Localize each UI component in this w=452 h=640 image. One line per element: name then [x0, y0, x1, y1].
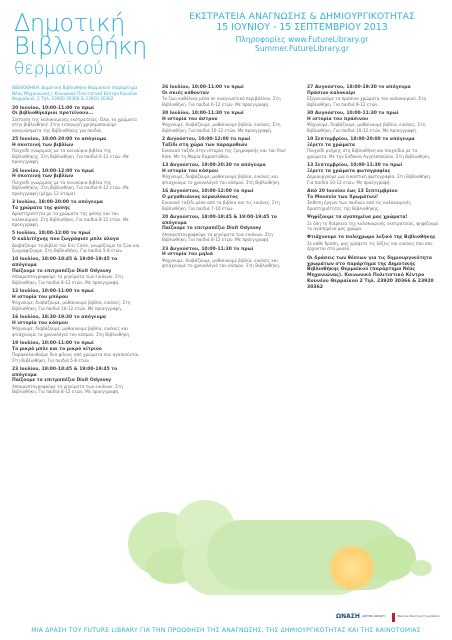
event-date: 19 Ιουλίου, 10:00-11:00 το πρωί: [12, 341, 94, 346]
event-item: [162, 111, 286, 133]
event-item: [12, 169, 140, 196]
event-item: [307, 189, 439, 211]
event-title: Παίζουμε το επιτραπέζιο Dixit Odyssey: [12, 268, 112, 274]
event-description: Εικονικό ταξίδι μέσα από τα βιβλία και τις εικόνες. Στη Βιβλιοθήκη. Για παιδιά 7-10 ετών.: [162, 200, 280, 211]
events-list-1: [12, 106, 140, 395]
event-date: 25 Ιουνίου, 18:00-20:00 το απόγευμα: [12, 137, 107, 143]
event-item: [12, 231, 140, 253]
campaign-title: ΕΚΣΤΡΑΤΕΙΑ ΑΝΑΓΝΩΣΗΣ & ΔΗΜΙΟΥΡΓΙΚΟΤΗΤΑΣ: [189, 11, 415, 22]
event-title: Τα χρώματα της φύσης: [12, 205, 70, 211]
events-list-3: [307, 85, 439, 252]
event-description: Παρακολουθούμε δυο φίλους από χρώματα που αγαπιούνται. Στη Βιβλιοθήκη. Για παιδιά 5-8 ετών.: [12, 352, 140, 363]
event-date: 13 Σεπτεμβρίου, 10:00-11:30 το πρωί: [307, 163, 403, 168]
event-title: Το Μουσείο των Χρωμάτων!: [307, 194, 379, 200]
event-item: [307, 137, 439, 159]
event-description: Σε κάθε δράση, μας γράφετε τις λέξεις και εικόνες που σας έρχονται στο μυαλό.: [307, 241, 433, 252]
logo-text: ΙΔΡΥΜΑ ΩΝΑΣΗ: [361, 613, 385, 618]
events-list-2: [162, 85, 286, 269]
event-item: [162, 247, 286, 269]
event-description: Αποκρυπτογραφούμε τα μηνύματα των εικόνων. Στη Βιβλιοθήκη. Για παιδιά 8-12 ετών. Με προεγγραφή.: [12, 274, 123, 285]
events-column-2: [162, 85, 286, 273]
event-description: Ψάχνουμε, διαβάζουμε, μαθαίνουμε βιβλία, εικόνες. Στη Βιβλιοθήκη. Για παιδιά 10-12 ετών. Με προεγγραφή.: [162, 122, 281, 133]
sun-illustration: [327, 545, 377, 591]
event-description: Δημιουργούμε μια εικαστική φωτογραφία. Στη Βιβλιοθήκη. Για παιδιά 10-12 ετών. Με προεγγραφή.: [307, 174, 432, 185]
event-item: [162, 215, 286, 243]
event-date: 30 Αυγούστου, 10:00-11:30 το πρωί: [307, 111, 399, 116]
event-description: Έκθεση έργων των παιδιών από τις καλοκαιρινές δραστηριότητες της Βιβλιοθήκης.: [307, 200, 412, 211]
event-item: [307, 85, 439, 107]
event-title: Η ιστορία του κόσμου: [162, 168, 218, 174]
event-date: 13 Αυγούστου, 19:00-20:30 το απόγευμα: [162, 163, 266, 168]
closing-note: Οι δράσεις των θέσεων για τις δημιουργικότητα χρωμάτων στο παράρτημα της Δημοτικής Βιβλιοθήκης Θερμαϊκού (παράρτημα Νέας Μηχανιώνας). Κοινωνικό Πολιτιστικό Κέντρο Κουνέου Θερμαϊκού 2 Τηλ. 23920 30366 & 23920 30362: [307, 255, 434, 290]
event-title: Οι βιβλιοθηκάριοι προτείνουν...: [12, 111, 94, 117]
event-item: [12, 289, 140, 311]
event-title: Ο καλλιτέχνης που ζωγράφισε μπλε άλογα: [12, 237, 119, 242]
logo-bar-icon: [392, 613, 395, 622]
event-item: [12, 200, 140, 227]
event-title: Η σκοτεινή των βιβλίων: [12, 142, 74, 148]
event-date: 30 Ιουλίου, 10:00-11:30 το πρωί: [162, 111, 244, 116]
campaign-dates: 15 ΙΟΥΝΙΟΥ - 15 ΣΕΠΤΕΜΒΡΙΟΥ 2013: [216, 22, 388, 33]
event-item: [162, 137, 286, 159]
events-column-1: [12, 85, 140, 399]
event-date: 5 Ιουλίου, 10:00-12:00 το πρωί: [12, 231, 91, 237]
library-info: ΒΙΒΛΙΟΘΗΚΗ: Δημοτική Βιβλιοθήκη Θερμαϊκού (παράρτημα Νέας Μηχανιώνας). Κοινωνικό Πολιτιστικό Κέντρο Κουνέου Θερμαϊκού. 2 Τηλ. 23920 30366 & 23920 30362: [12, 85, 138, 102]
event-title: Το μικρό μπλε και το μικρό κίτρινο: [12, 346, 102, 352]
event-description: Δραστηριότητα με τα χρώματα της φύσης και του καλοκαιριού. Στη Βιβλιοθήκη. Για παιδιά 8-12 ετών. Με προεγγραφή.: [12, 211, 129, 227]
events-column-3: [307, 85, 439, 291]
event-date: 27 Αυγούστου, 18:00-19:30 το απόγευμα: [307, 85, 411, 90]
event-date: 20 Ιουνίου, 10:00-11:00 το πρωί: [12, 105, 94, 111]
event-description: Αποκρυπτογραφούμε τα μηνύματα των εικόνων. Στη Βιβλιοθήκη. Για παιδιά 8-12 ετών. Με προεγγραφή.: [162, 231, 273, 243]
event-date: 23 Αυγούστου, 10:00-11:30 το πρωί: [162, 246, 254, 252]
event-title: Παίζουμε το επιτραπέζιο Dixit Odyssey: [12, 378, 112, 384]
niarchos-logo: [392, 612, 440, 622]
event-description: Ψάχνουμε, διαβάζουμε, μαθαίνουμε βιβλία, εικόνες και φτιάχνουμε το χρονολόγιό του κόσμου. Στη Βιβλιοθήκη.: [12, 326, 131, 337]
event-item: [12, 137, 140, 164]
event-title: Ξέρετε τα χρώματα: [307, 142, 355, 148]
event-item: [307, 235, 439, 251]
event-description: Σε όλη τη διάρκεια της καλοκαιρινής εκστρατείας, ψηφίζουμε το αγαπημένο μας χρώμα.: [307, 220, 439, 231]
info-link[interactable]: Πληροφορίες www.FutureLibrary.gr: [235, 35, 369, 44]
cloud-illustration: [410, 560, 432, 576]
event-item: [307, 163, 439, 185]
event-date: 26 Ιουνίου, 10:00-12:00 το πρωί: [12, 168, 94, 174]
event-date: 2 Αυγούστου, 10:00-12:00 το πρωί: [162, 137, 251, 142]
event-title: Ο μεγαθειάνιος κεραυλόκατος: [162, 194, 238, 200]
event-title: Η ιστορία του μηλιά: [162, 252, 213, 258]
event-item: [12, 315, 140, 337]
event-description: Εξερευνούμε τα πράσινα χρώματα του καλοκαιριού. Στη Βιβλιοθήκη. Για παιδιά 8-12 ετών.: [307, 96, 427, 107]
title-line-3: θερμαϊκού: [14, 59, 104, 79]
event-description: Ψάχνουμε, διαβάζουμε, μαθαίνουμε βιβλία, εικόνες. Στη Βιβλιοθήκη. Για παιδιά 10-12 ετών. Με προεγγραφή.: [307, 122, 426, 133]
event-date: 2 Ιουλίου, 18:00-20:00 το απόγευμα: [12, 200, 103, 205]
event-date: 26 Ιουλίου, 10:00-11:00 το πρωί: [162, 85, 244, 90]
logo-text: Stavros Niarchos Foundation: [397, 614, 440, 619]
onassis-logo: [336, 612, 386, 621]
event-title: Η σκοτεινή των βιβλίων: [12, 174, 74, 180]
title-line-1: Δημοτική: [14, 9, 125, 37]
event-date: 20 Αυγούστου, 18:00-18:45 & 19:00-19:45 το απόγευμα: [162, 215, 277, 226]
event-description: Διαβάζουμε το βιβλίο του Eric Carle, γνωρίζουμε τα ζώα και ζωγραφίζουμε. Στη Βιβλιοθήκη. Για παιδιά 5-8 ετών.: [12, 242, 140, 253]
event-title: Παίζουμε το επιτραπέζιο Dixit Odyssey: [162, 226, 262, 232]
event-date: 16 Αυγούστου, 10:00-12:00 το πρωί: [162, 189, 254, 194]
event-date: 10 Σεπτεμβρίου, 18:00-20:00 το απόγευμα: [307, 137, 415, 142]
event-item: [307, 215, 439, 231]
event-description: Αποκρυπτογραφούμε τα μηνύματα των εικόνων. Στη Βιβλιοθήκη. Για παιδιά 8-12 ετών. Με προεγγραφή.: [12, 383, 123, 395]
event-title: Φτιάχνουμε το πολύχρωμο λεξικό της Βιβλιοθήκης: [307, 235, 436, 241]
event-title: Ψηφίζουμε τα αγαπημένα μας χρώματα!: [307, 215, 408, 220]
event-description: Ψάχνουμε, διαβάζουμε, μαθαίνουμε βιβλία, εικόνες και φτιάχνουμε το χρονολόγιό του κόσμου. Στη Βιβλιοθήκη.: [162, 174, 281, 185]
title-line-2: Βιβλιοθήκη: [14, 32, 147, 60]
event-title: Ξέρετε τα χρώματα φωτογραφίας: [307, 168, 391, 174]
event-item: [12, 341, 140, 363]
event-date: 23 Ιουλίου, 18:00-18:45 & 19:00-19:45 το απόγευμα: [12, 367, 118, 378]
event-description: Το ζωο καθόλικα μέσα σε αναγνωστικό περιβάλλον. Στη Βιβλιοθήκη. Για παιδιά 6-12 ετών. Με προεγγραφή.: [162, 96, 281, 107]
event-description: Παιχνίδι γνωριμίας με τα καινούρια βιβλία της Βιβλιοθήκης. Στη Βιβλιοθήκη. Για παιδιά 6-12 ετών. Με προεγγραφή.: [12, 148, 130, 165]
event-title: Η ιστορία του μπόρου: [12, 294, 69, 300]
campaign-header: [172, 11, 432, 53]
event-title: Η ιστορία του άστρου: [162, 116, 218, 122]
library-title: [14, 9, 164, 80]
event-title: Πράσινο καλοκαίρι: [307, 90, 356, 96]
event-description: Ψάχνουμε, διαβάζουμε, μαθαίνουμε βιβλία, εικόνες και φτιάχνουμε το χρονολόγιό του κόσμου. Στη Βιβλιοθήκη.: [162, 257, 281, 269]
event-description: Σύσταση της καλοκαιρινής εκστρατείας. Όλοι τα χρώματα στην βιβλιοθήκη! Στην εισαγωγή χρησιμοποιούμε αναγνώσματα της Βιβλιοθήκης για παιδιά.: [12, 116, 137, 133]
event-item: [12, 106, 140, 133]
event-description: Ψάχνουμε, διαβάζουμε, μαθαίνουμε βιβλία, εικόνες. Στη Βιβλιοθήκη. Για παιδιά 10-12 ετών. Με προεγγραφή.: [12, 300, 131, 311]
event-item: [12, 367, 140, 395]
event-description: Παιχνίδι μνήμης στη Βιβλιοθήκη και παιχνίδια με τα χρώματα. Με την Ευδοκία Αγγελοπούλου. Στη Βιβλιοθήκη.: [307, 148, 431, 159]
cloud-illustration: [146, 548, 198, 584]
event-item: [162, 163, 286, 185]
event-item: [162, 189, 286, 211]
footer-tagline: ΜΙΑ ΔΡΑΣΗ ΤΟΥ FUTURE LIBRARY ΓΙΑ ΤΗΝ ΠΡΟΩΘΗΣΗ ΤΗΣ ΑΝΑΓΝΩΣΗΣ, ΤΗΣ ΔΗΜΙΟΥΡΓΙΚΟΤΗΤΑΣ ΚΑΙ ΤΗΣ ΚΑΙΝΟΤΟΜΙΑΣ: [31, 627, 421, 634]
logo-mark: ΩΝΑΣΗ: [336, 613, 360, 620]
event-title: Η ιστορία του κόσμου: [12, 320, 68, 326]
event-title: Η ιστορία του πράσινου: [307, 116, 369, 122]
event-item: [162, 85, 286, 107]
event-item: [307, 111, 439, 133]
event-description: Παιχνίδι γνωριμίας με τα καινούρια βιβλία της Βιβλιοθήκης. Στη Βιβλιοθήκη. Για παιδιά 6-12 ετών. Με προεγγραφή (μέχρι 12 άτομα).: [12, 179, 130, 196]
site-link[interactable]: Summer.FutureLibrary.gr: [255, 44, 349, 53]
event-date: Από 20 Ιουνίου έως 13 Σεπτεμβρίου: [307, 189, 398, 194]
event-title: Οι σκιές κάθονταν: [162, 90, 209, 96]
event-item: [12, 257, 140, 285]
event-description: Εικονικό ταξίδι στην ιστορία της ζωγραφικής και του Paul Klee. Με τη Μαρία Καραστάθου.: [162, 148, 286, 159]
event-date: 10 Ιουλίου, 18:00-18:45 & 19:00-19:45 το απόγευμα: [12, 257, 118, 268]
event-date: 16 Ιουλίου, 18:30-19:30 το απόγευμα: [12, 315, 107, 320]
event-title: Ταξίδι στη χώρα των παραμυθιών: [162, 142, 248, 148]
event-date: 12 Ιουλίου, 10:00-11:00 το πρωί: [12, 289, 94, 294]
